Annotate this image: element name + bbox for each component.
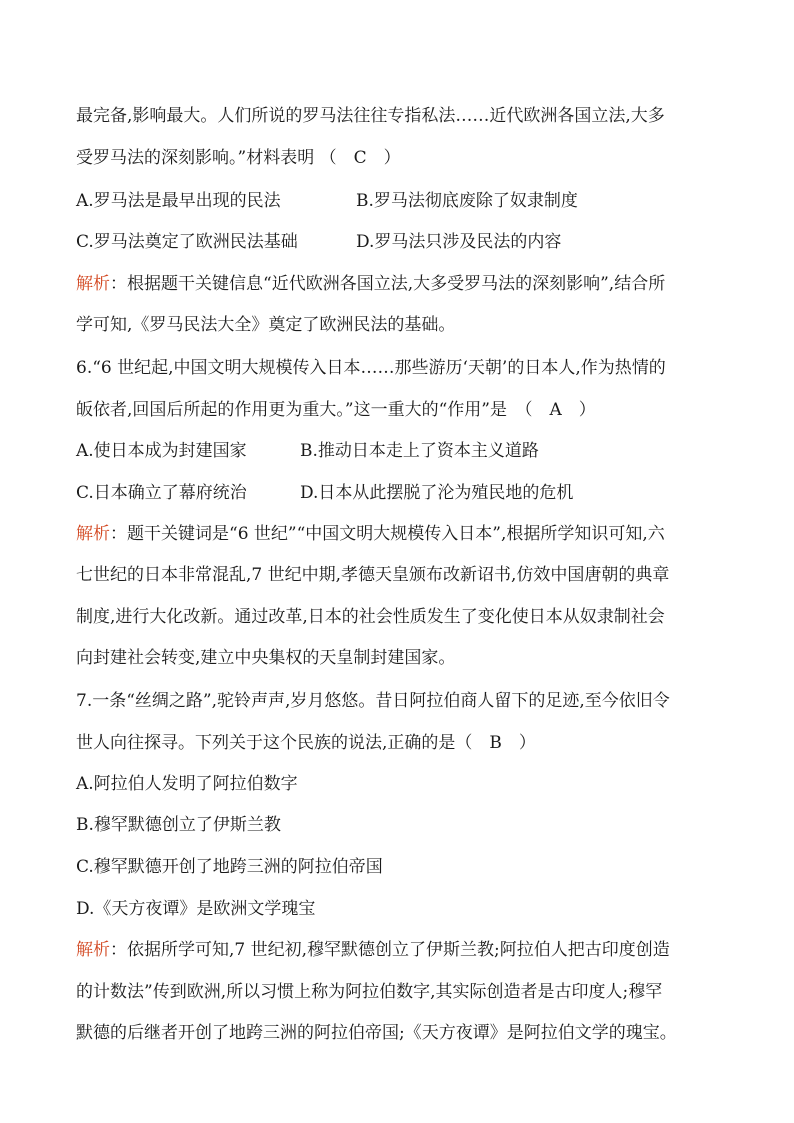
q7-stem-line-2: 世人向往探寻。下列关于这个民族的说法,正确的是（ B ） [76, 733, 536, 753]
q7-analysis-label: 解析 [76, 940, 110, 960]
q6-option-c: C.日本确立了幕府统治 [76, 483, 247, 503]
q6-analysis-line-1 [76, 522, 665, 546]
q7-option-a: A.阿拉伯人发明了阿拉伯数字 [76, 774, 298, 794]
q5-stem-line-1: 最完备,影响最大。人们所说的罗马法往往专指私法……近代欧洲各国立法,大多 [76, 106, 665, 126]
q5-analysis-text-1: ：根据题干关键信息“近代欧洲各国立法,大多受罗马法的深刻影响”,结合所 [110, 274, 666, 294]
q5-option-c: C.罗马法奠定了欧洲民法基础 [76, 232, 298, 252]
q7-option-b: B.穆罕默德创立了伊斯兰教 [76, 815, 281, 835]
q5-analysis-label: 解析 [76, 274, 110, 294]
q6-analysis-text-1: ：题干关键词是“6 世纪”“中国文明大规模传入日本”,根据所学知识可知,六 [110, 524, 665, 544]
q7-analysis-line-1 [76, 938, 670, 962]
q5-analysis-line-1 [76, 272, 665, 296]
q7-stem-line-1: 7.一条“丝绸之路”,驼铃声声,岁月悠悠。昔日阿拉伯商人留下的足迹,至今依旧令 [76, 691, 670, 711]
q7-analysis-text-1: ：依据所学可知,7 世纪初,穆罕默德创立了伊斯兰教;阿拉伯人把古印度创造 [110, 940, 670, 960]
q7-option-d: D.《天方夜谭》是欧洲文学瑰宝 [76, 899, 316, 919]
q6-stem-line-1: 6.“6 世纪起,中国文明大规模传入日本……那些游历‘天朝’的日本人,作为热情的 [76, 358, 666, 378]
q5-analysis-line-2: 学可知,《罗马民法大全》奠定了欧洲民法的基础。 [76, 315, 456, 335]
q6-analysis-line-2: 七世纪的日本非常混乱,7 世纪中期,孝德天皇颁布改新诏书,仿效中国唐朝的典章 [76, 565, 670, 585]
q5-stem-line-2: 受罗马法的深刻影响。”材料表明 （ C ） [76, 148, 401, 168]
q7-option-c: C.穆罕默德开创了地跨三洲的阿拉伯帝国 [76, 857, 383, 877]
q5-option-b: B.罗马法彻底废除了奴隶制度 [356, 191, 578, 211]
q6-analysis-label: 解析 [76, 524, 110, 544]
q7-analysis-line-3: 默德的后继者开创了地跨三洲的阿拉伯帝国;《天方夜谭》是阿拉伯文学的瑰宝。 [76, 1023, 677, 1043]
q6-option-b: B.推动日本走上了资本主义道路 [300, 441, 539, 461]
q5-option-d: D.罗马法只涉及民法的内容 [356, 232, 562, 252]
q6-stem-line-2: 皈依者,回国后所起的作用更为重大。”这一重大的“作用”是 （ A ） [76, 400, 596, 420]
q6-analysis-line-4: 向封建社会转变,建立中央集权的天皇制封建国家。 [76, 648, 456, 668]
q5-option-a: A.罗马法是最早出现的民法 [76, 191, 281, 211]
q6-option-d: D.日本从此摆脱了沦为殖民地的危机 [300, 483, 574, 503]
q6-option-a: A.使日本成为封建国家 [76, 441, 247, 461]
q6-analysis-line-3: 制度,进行大化改新。通过改革,日本的社会性质发生了变化使日本从奴隶制社会 [76, 607, 665, 627]
q7-analysis-line-2: 的计数法”传到欧洲,所以习惯上称为阿拉伯数字,其实际创造者是古印度人;穆罕 [76, 982, 663, 1002]
